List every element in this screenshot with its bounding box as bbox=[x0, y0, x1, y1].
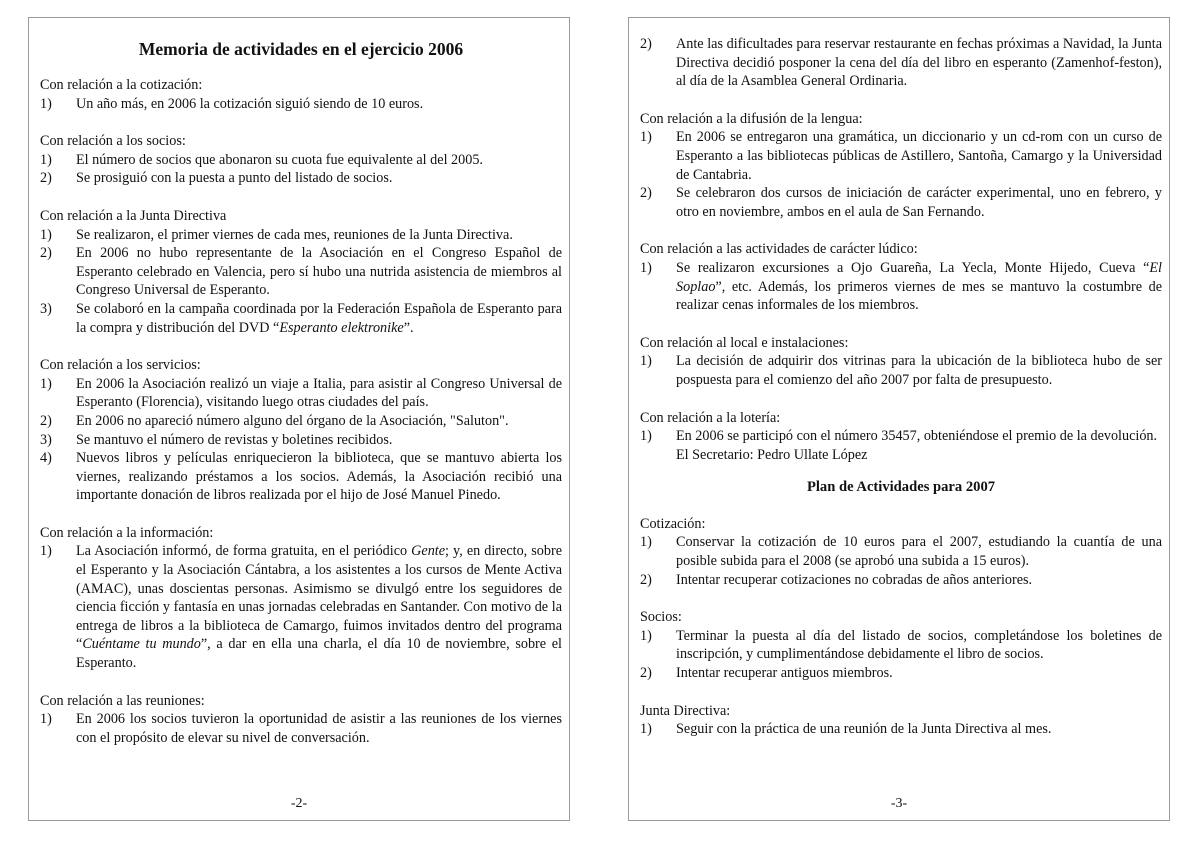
item-text: Un año más, en 2006 la cotización siguió siendo de 10 euros. bbox=[76, 95, 424, 112]
item-text: Se prosiguió con la puesta a punto del listado de socios. bbox=[76, 170, 393, 187]
list-item bbox=[640, 259, 1162, 315]
section-heading-servicios: Con relación a los servicios: bbox=[40, 357, 201, 374]
section-list bbox=[640, 352, 1162, 389]
list-item bbox=[640, 352, 1162, 389]
item-text: Se mantuvo el número de revistas y boletines recibidos. bbox=[76, 431, 393, 448]
section-heading-loteria: Con relación a la lotería: bbox=[640, 409, 781, 426]
item-text: Se celebraron dos cursos de iniciación de carácter experimental, uno en febrero, y otro en noviembre, ambos en el aula de San Fernando. bbox=[676, 185, 1162, 220]
list-item bbox=[640, 571, 1162, 590]
plan-heading-socios: Socios: bbox=[640, 609, 682, 626]
item-text-italic: Gente bbox=[411, 543, 446, 560]
list-item bbox=[40, 412, 562, 431]
section-list bbox=[640, 259, 1162, 315]
item-text: En 2006 se entregaron una gramática, un diccionario y un cd-rom con un curso de Esperanto a las bibliotecas públicas de Astillero, Santoña, Camargo y la Universidad de Cantabria. bbox=[676, 129, 1162, 183]
item-number: 3) bbox=[40, 431, 52, 448]
item-number: 1) bbox=[640, 721, 652, 738]
plan-title: Plan de Actividades para 2007 bbox=[806, 479, 996, 496]
item-number: 2) bbox=[40, 170, 52, 187]
list-item bbox=[40, 151, 562, 170]
list-item bbox=[640, 533, 1162, 570]
item-text: Intentar recuperar cotizaciones no cobradas de años anteriores. bbox=[676, 571, 1033, 588]
section-heading-informacion: Con relación a la información: bbox=[40, 524, 214, 541]
section-list bbox=[640, 128, 1162, 221]
item-text-part: ”, a dar en ella una charla, el día 10 de noviembre, sobre el Esperanto. bbox=[76, 636, 562, 672]
list-item bbox=[40, 244, 562, 300]
item-number: 2) bbox=[640, 185, 652, 202]
item-text-italic: El Soplao bbox=[676, 259, 1162, 295]
page-left-content bbox=[40, 28, 562, 766]
list-item bbox=[640, 720, 1162, 739]
item-text: Nuevos libros y películas enriquecieron la biblioteca, que se mantuvo abierta los viernes, realizando préstamos a los socios. Además, la Asociación recibió una importante donación de libros realizada por el hijo de José Manuel Pinedo. bbox=[76, 450, 562, 504]
list-item bbox=[640, 128, 1162, 184]
item-text: Ante las dificultades para reservar restaurante en fechas próximas a Navidad, la Junta Directiva decidió posponer la cena del día del libro en esperanto (Zamenhof-feston), al día de la Asamblea General Ordinaria. bbox=[676, 36, 1162, 90]
item-number: 2) bbox=[40, 245, 52, 262]
item-text-part: Se colaboró en la campaña coordinada por la Federación Española de Esperanto para la compra y distribución del DVD “ bbox=[76, 300, 562, 336]
item-number: 4) bbox=[40, 450, 52, 467]
section-list bbox=[40, 375, 562, 505]
section-list bbox=[640, 533, 1162, 589]
list-item bbox=[40, 169, 562, 188]
section-heading-difusion: Con relación a la difusión de la lengua: bbox=[640, 110, 863, 127]
section-list bbox=[40, 151, 562, 188]
list-item bbox=[40, 449, 562, 505]
section-list bbox=[40, 710, 562, 747]
item-text bbox=[676, 259, 1162, 315]
item-number: 2) bbox=[640, 665, 652, 682]
item-text-part: ; y, en directo, sobre el Esperanto y la Asociación Cántabra, a los asistentes a los cursos de Mente Activa (AMAC), unas doscientas personas. Asimismo se divulgó entre los seguidores de ciencia ficción y fantasía en unas jornadas celebradas en Santander. Con motivo de la entrega de libros a la biblioteca de Camargo, fuimos invitados dentro del programa “ bbox=[76, 543, 563, 653]
section-list-continued bbox=[640, 35, 1162, 91]
list-item bbox=[640, 664, 1162, 683]
plan-heading-cotizacion: Cotización: bbox=[640, 515, 706, 532]
item-text-part: ”, etc. Además, los primeros viernes de mes se mantuvo la costumbre de realizar cenas informales de los miembros. bbox=[676, 278, 1162, 314]
item-text: El número de socios que abonaron su cuota fue equivalente al del 2005. bbox=[76, 151, 483, 168]
section-heading-junta-directiva: Con relación a la Junta Directiva bbox=[40, 207, 227, 224]
page-number: -3- bbox=[890, 796, 908, 811]
list-item bbox=[40, 710, 562, 747]
list-item bbox=[40, 542, 562, 672]
section-list bbox=[640, 427, 1162, 446]
list-item bbox=[40, 431, 562, 450]
page-right bbox=[628, 17, 1170, 821]
item-text: En 2006 los socios tuvieron la oportunidad de asistir a las reuniones de los viernes con el propósito de elevar su nivel de conversación. bbox=[76, 711, 562, 746]
item-number: 1) bbox=[40, 151, 52, 168]
item-text bbox=[76, 300, 562, 337]
item-text: En 2006 la Asociación realizó un viaje a Italia, para asistir al Congreso Universal de Esperanto (Florencia), visitando luego otras ciudades del país. bbox=[76, 375, 562, 411]
item-number: 1) bbox=[640, 534, 652, 551]
section-heading-local: Con relación al local e instalaciones: bbox=[640, 334, 849, 351]
section-heading-reuniones: Con relación a las reuniones: bbox=[40, 692, 205, 709]
item-number: 1) bbox=[640, 353, 652, 370]
page-right-content bbox=[640, 35, 1162, 758]
section-list bbox=[40, 226, 562, 338]
page-number: -2- bbox=[290, 796, 308, 811]
section-heading-cotizacion: Con relación a la cotización: bbox=[40, 77, 203, 93]
page-left bbox=[28, 17, 570, 821]
document-title: Memoria de actividades en el ejercicio 2006 bbox=[138, 39, 464, 59]
item-number: 1) bbox=[40, 95, 52, 112]
section-list bbox=[40, 542, 562, 672]
item-number: 1) bbox=[40, 543, 52, 560]
section-heading-ludico: Con relación a las actividades de carácter lúdico: bbox=[640, 241, 918, 258]
section-list bbox=[40, 95, 562, 114]
section-list bbox=[640, 627, 1162, 683]
item-number: 1) bbox=[40, 226, 52, 243]
list-item bbox=[40, 375, 562, 412]
item-text-italic: Esperanto elektronike bbox=[279, 319, 404, 336]
section-heading-socios: Con relación a los socios: bbox=[40, 133, 186, 150]
item-number: 1) bbox=[640, 259, 652, 276]
item-text bbox=[76, 542, 562, 672]
list-item bbox=[40, 95, 562, 114]
item-number: 1) bbox=[640, 428, 652, 445]
section-list bbox=[640, 720, 1162, 739]
item-text: Seguir con la práctica de una reunión de la Junta Directiva al mes. bbox=[676, 721, 1052, 738]
item-text: En 2006 se participó con el número 35457, obteniéndose el premio de la devolución. bbox=[676, 428, 1158, 445]
item-number: 1) bbox=[40, 375, 52, 392]
item-text-italic: Cuéntame tu mundo bbox=[82, 636, 201, 653]
item-text: La decisión de adquirir dos vitrinas para la ubicación de la biblioteca hubo de ser pospuesta para el comienzo del año 2007 por falta de presupuesto. bbox=[676, 353, 1162, 388]
item-number: 2) bbox=[640, 571, 652, 588]
item-text: En 2006 no hubo representante de la Asociación en el Congreso Español de Esperanto celebrado en Valencia, pero sí hubo una nutrida asistencia de miembros al Congreso Universal de Esperanto. bbox=[76, 245, 562, 299]
list-item bbox=[640, 184, 1162, 221]
list-item bbox=[640, 627, 1162, 664]
item-text-part: ”. bbox=[403, 319, 414, 336]
list-item bbox=[640, 35, 1162, 91]
list-item bbox=[40, 226, 562, 245]
item-text: Conservar la cotización de 10 euros para el 2007, estudiando la cuantía de una posible subida para el 2008 (se aprobó una subida a 15 euros). bbox=[676, 534, 1162, 570]
item-text: En 2006 no apareció número alguno del órgano de la Asociación, "Saluton". bbox=[76, 412, 509, 429]
item-number: 3) bbox=[40, 300, 52, 317]
list-item bbox=[40, 300, 562, 337]
item-text: Se realizaron, el primer viernes de cada mes, reuniones de la Junta Directiva. bbox=[76, 226, 513, 243]
item-number: 1) bbox=[640, 129, 652, 146]
item-text: Terminar la puesta al día del listado de socios, completándose los boletines de inscripción, y cumplimentándose debidamente el libro de socios. bbox=[676, 627, 1162, 663]
list-item bbox=[640, 427, 1162, 446]
plan-heading-junta-directiva: Junta Directiva: bbox=[640, 702, 731, 719]
item-text: Intentar recuperar antiguos miembros. bbox=[676, 665, 893, 682]
item-number: 2) bbox=[40, 412, 52, 429]
item-number: 2) bbox=[640, 36, 652, 52]
signature: El Secretario: Pedro Ullate López bbox=[676, 446, 868, 463]
item-number: 1) bbox=[640, 627, 652, 644]
item-text-part: La Asociación informó, de forma gratuita, en el periódico bbox=[76, 543, 412, 560]
item-text-part: Se realizaron excursiones a Ojo Guareña, La Yecla, Monte Hijedo, Cueva “ bbox=[676, 259, 1150, 276]
item-number: 1) bbox=[40, 711, 52, 728]
